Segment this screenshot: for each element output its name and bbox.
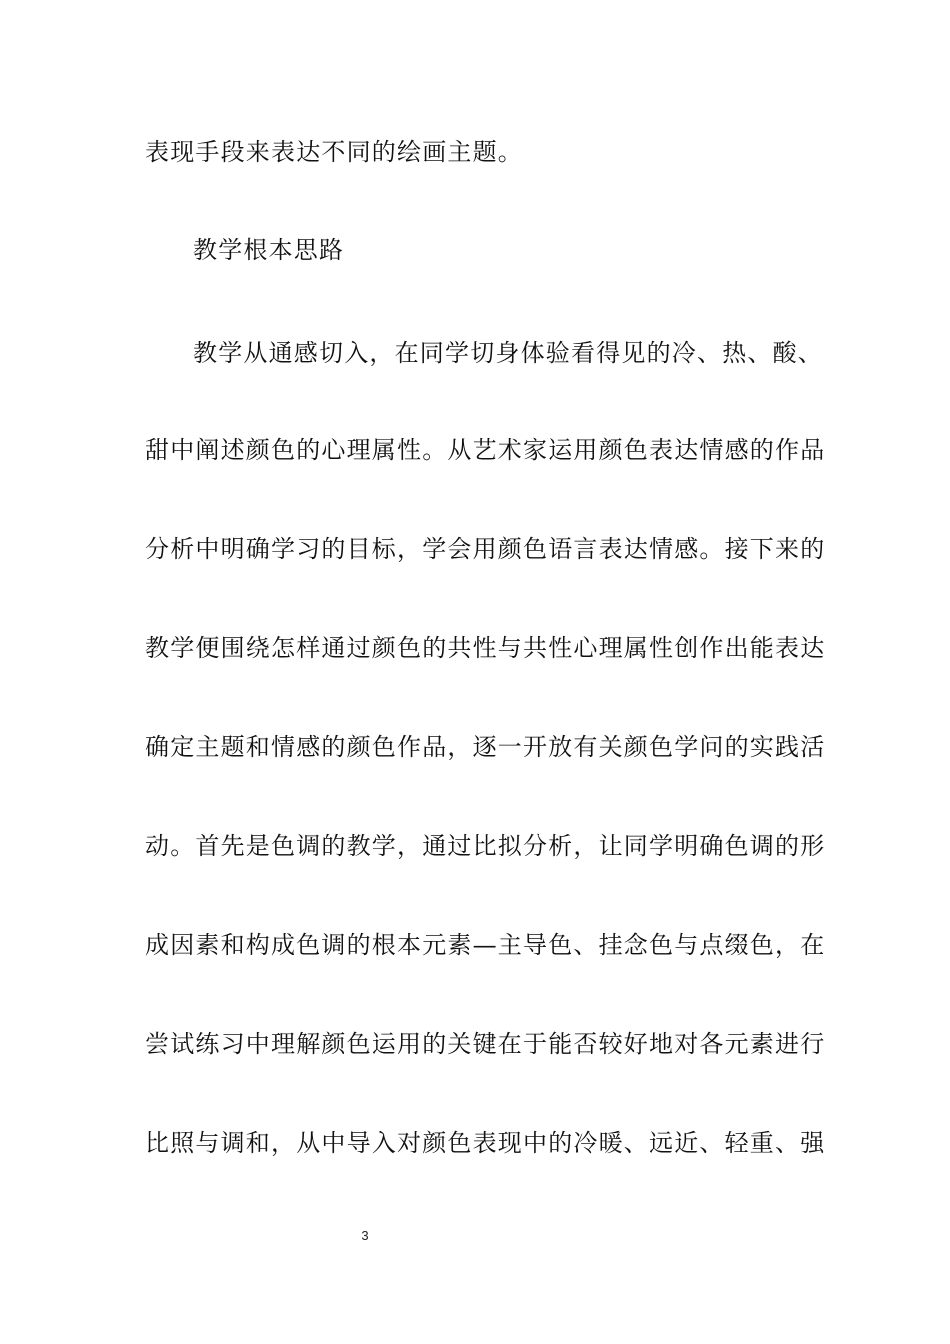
- text-line-4: 甜中阐述颜色的心理属性。从艺术家运用颜色表达情感的作品: [145, 436, 826, 464]
- text-line-11: 比照与调和，从中导入对颜色表现中的冷暖、远近、轻重、强: [145, 1129, 826, 1157]
- text-line-1: 表现手段来表达不同的绘画主题。: [145, 138, 523, 166]
- text-line-9: 成因素和构成色调的根本元素—主导色、挂念色与点缀色，在: [145, 931, 826, 959]
- text-line-6: 教学便围绕怎样通过颜色的共性与共性心理属性创作出能表达: [145, 634, 826, 662]
- text-line-10: 尝试练习中理解颜色运用的关键在于能否较好地对各元素进行: [145, 1030, 826, 1058]
- text-line-7: 确定主题和情感的颜色作品，逐一开放有关颜色学问的实践活: [145, 733, 826, 761]
- section-heading: 教学根本思路: [193, 236, 345, 264]
- page-number: 3: [361, 1228, 369, 1243]
- text-line-5: 分析中明确学习的目标，学会用颜色语言表达情感。接下来的: [145, 535, 826, 563]
- text-line-3: 教学从通感切入，在同学切身体验看得见的冷、热、酸、: [193, 339, 823, 367]
- text-line-8: 动。首先是色调的教学，通过比拟分析，让同学明确色调的形: [145, 832, 826, 860]
